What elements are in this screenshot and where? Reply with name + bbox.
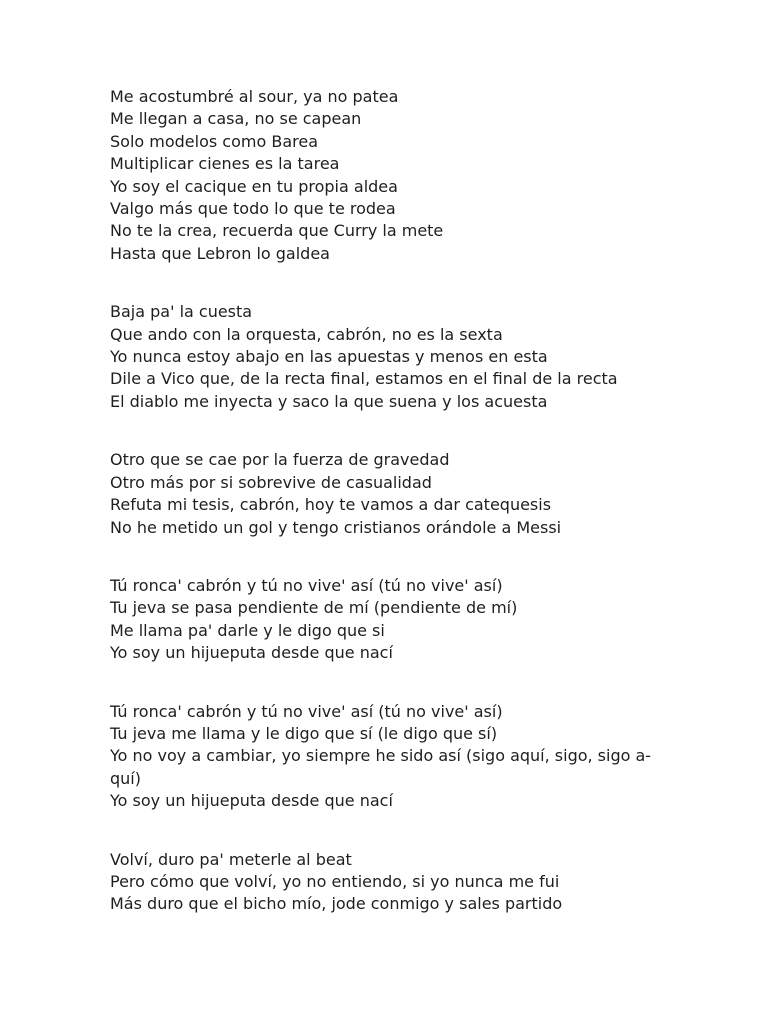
lyric-line: Yo soy un hijueputa desde que nací: [110, 643, 393, 663]
lyric-line: Tú ronca' cabrón y tú no vive' así (tú no vive' así): [110, 701, 503, 721]
lyric-line: Yo soy un hijueputa desde que nací: [110, 791, 393, 811]
lyric-line: Hasta que Lebron lo galdea: [110, 243, 330, 263]
lyric-line: No he metido un gol y tengo cristianos orándole a Messi: [110, 517, 562, 537]
lyric-line: Más duro que el bicho mío, jode conmigo y sales partido: [110, 894, 563, 914]
lyric-line: Me llama pa' darle y le digo que si: [110, 620, 385, 640]
stanza-5: [110, 701, 670, 813]
lyric-line: No te la crea, recuerda que Curry la mete: [110, 221, 444, 241]
lyric-line: Tú ronca' cabrón y tú no vive' así (tú no vive' así): [110, 575, 503, 595]
lyric-line: Baja pa' la cuesta: [110, 302, 253, 322]
lyric-line: Volví, duro pa' meterle al beat: [110, 849, 352, 869]
lyric-line: El diablo me inyecta y saco la que suena y los acuesta: [110, 391, 548, 411]
lyric-line: Me llegan a casa, no se capean: [110, 109, 362, 129]
lyric-line: Tu jeva me llama y le digo que sí (le digo que sí): [110, 723, 498, 743]
stanza-6: [110, 849, 670, 916]
lyric-line: Otro más por si sobrevive de casualidad: [110, 472, 432, 492]
lyrics-body: [110, 86, 670, 952]
lyric-line: Pero cómo que volví, yo no entiendo, si yo nunca me fui: [110, 871, 560, 891]
lyric-line: Dile a Vico que, de la recta final, estamos en el final de la recta: [110, 369, 618, 389]
lyric-line: Me acostumbré al sour, ya no patea: [110, 87, 399, 106]
lyric-line: Multiplicar cienes es la tarea: [110, 154, 340, 174]
lyric-line: Yo nunca estoy abajo en las apuestas y menos en esta: [110, 347, 548, 367]
lyric-line: Yo no voy a cambiar, yo siempre he sido así (sigo aquí, sigo, sigo a-: [110, 746, 652, 766]
lyric-line: Yo soy el cacique en tu propia aldea: [110, 176, 398, 196]
lyric-line: Otro que se cae por la fuerza de gravedad: [110, 450, 450, 470]
lyric-line: Que ando con la orquesta, cabrón, no es la sexta: [110, 324, 503, 344]
lyric-line: Solo modelos como Barea: [110, 131, 318, 151]
lyric-line: Tu jeva se pasa pendiente de mí (pendiente de mí): [110, 598, 518, 618]
stanza-3: [110, 449, 670, 539]
lyric-line: Refuta mi tesis, cabrón, hoy te vamos a dar catequesis: [110, 495, 552, 515]
stanza-1: [110, 86, 670, 265]
lyric-line: quí): [110, 768, 141, 788]
stanza-2: [110, 301, 670, 413]
stanza-4: [110, 575, 670, 665]
lyric-line: Valgo más que todo lo que te rodea: [110, 199, 396, 219]
